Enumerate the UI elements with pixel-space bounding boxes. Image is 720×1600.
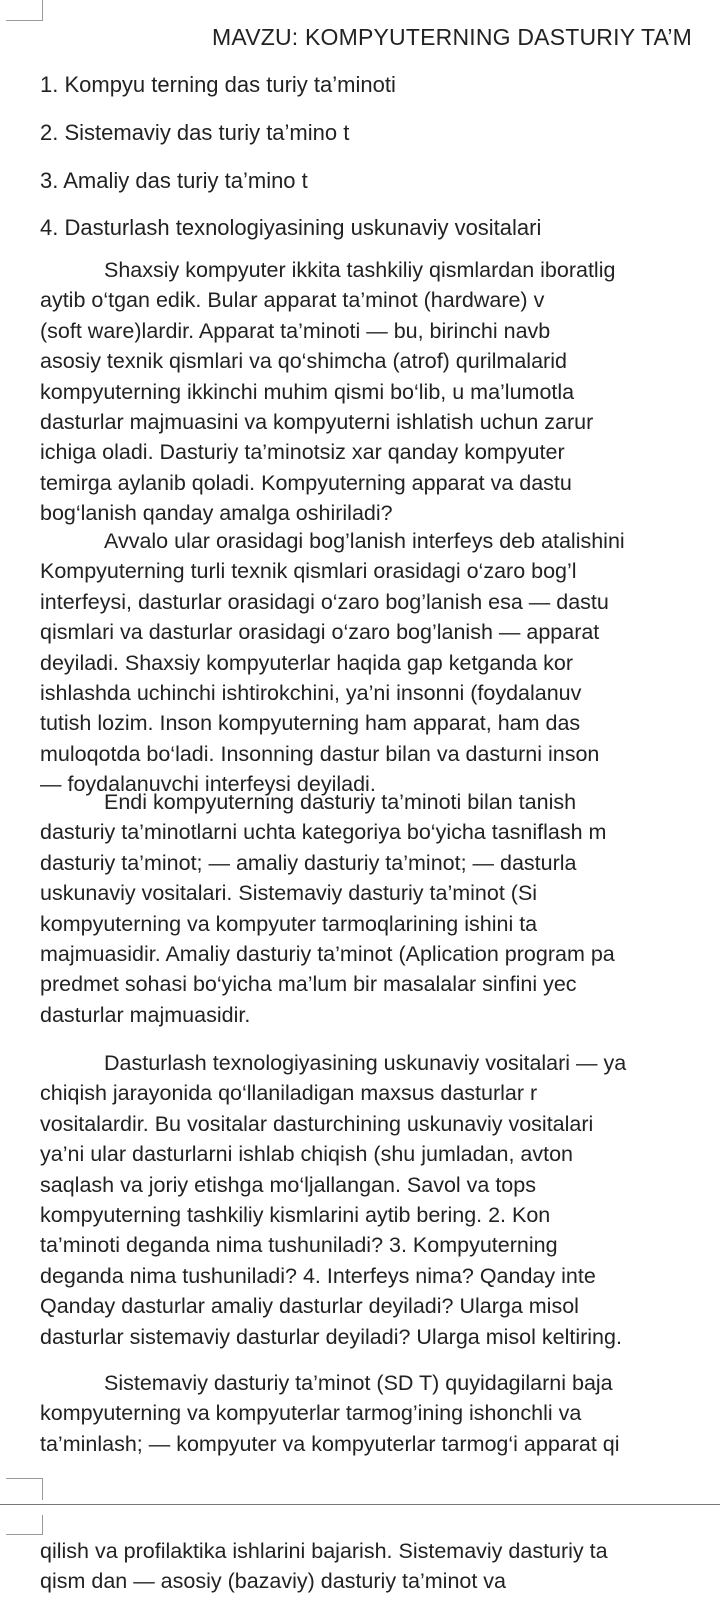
paragraph-line: aytib o‘tgan edik. Bular apparat ta’minot (hardware) v	[40, 288, 545, 313]
document-title: MAVZU: KOMPYUTERNING DASTURIY TA’M	[212, 24, 693, 50]
paragraph-line: dasturlar sistemaviy dasturlar deyiladi? Ularga misol keltiring.	[40, 1324, 622, 1349]
paragraph-line: ya’ni ular dasturlarni ishlab chiqish (shu jumladan, avton	[40, 1142, 574, 1167]
paragraph-line: muloqotda bo‘ladi. Insonning dastur bilan va dasturni inson	[40, 741, 600, 766]
paragraph-line: ta’minlash; — kompyuter va kompyuterlar tarmog‘i apparat qi	[40, 1431, 620, 1456]
toc-item-4: 4. Dasturlash texnologiyasining uskunaviy vositalari	[40, 215, 542, 240]
paragraph-line: — foydalanuvchi interfeysi deyiladi.	[40, 772, 376, 797]
paragraph-line: deyiladi. Shaxsiy kompyuterlar haqida gap ketganda kor	[40, 650, 574, 675]
toc-item-1: 1. Kompyu terning das turiy ta’minoti	[40, 72, 396, 97]
paragraph-1	[40, 255, 720, 529]
paragraph-line: kompyuterning tashkiliy kismlarini aytib bering. 2. Kon	[40, 1202, 551, 1227]
paragraph-line: kompyuterning va kompyuter tarmoqlarining ishini ta	[40, 911, 538, 936]
paragraph-line: bog‘lanish qanday amalga oshiriladi?	[40, 501, 393, 526]
paragraph-line: uskunaviy vositalari. Sistemaviy dasturiy ta’minot (Si	[40, 881, 538, 906]
paragraph-line: predmet sohasi bo‘yicha ma’lum bir masalalar sinfini yec	[40, 972, 577, 997]
paragraph-line: chiqish jarayonida qo‘llaniladigan maxsus dasturlar r	[40, 1081, 538, 1106]
paragraph-6	[40, 1536, 720, 1597]
paragraph-line: tutish lozim. Inson kompyuterning ham apparat, ham das	[40, 711, 581, 736]
paragraph-line: ichiga oladi. Dasturiy ta’minotsiz xar qanday kompyuter	[40, 440, 565, 465]
paragraph-line: Endi kompyuterning dasturiy ta’minoti bilan tanish	[104, 790, 577, 814]
paragraph-line: Avvalo ular orasidagi bog’lanish interfeys deb atalishini	[104, 529, 625, 553]
paragraph-5	[40, 1368, 720, 1459]
paragraph-line: Sistemaviy dasturiy ta’minot (SD T) quyidagilarni baja	[104, 1371, 613, 1395]
page-corner-mark	[6, 0, 43, 21]
paragraph-line: qismlari va dasturlar orasidagi o‘zaro bog’lanish — apparat	[40, 620, 600, 645]
toc-item-2: 2. Sistemaviy das turiy ta’mino t	[40, 120, 350, 145]
paragraph-line: Dasturlash texnologiyasining uskunaviy vositalari — ya	[104, 1051, 627, 1075]
paragraph-2	[40, 526, 720, 800]
paragraph-line: dasturiy ta’minot; — amaliy dasturiy ta’minot; — dasturla	[40, 850, 577, 875]
paragraph-line: dasturlar majmuasidir.	[40, 1002, 251, 1027]
paragraph-line: temirga aylanib qoladi. Kompyuterning apparat va dastu	[40, 470, 572, 495]
paragraph-line: qilish va profilaktika ishlarini bajarish. Sistemaviy dasturiy ta	[40, 1539, 608, 1563]
paragraph-line: ta’minoti deganda nima tushuniladi? 3. Kompyuterning	[40, 1233, 558, 1258]
paragraph-line: ishlashda uchinchi ishtirokchini, ya’ni insonni (foydalanuv	[40, 680, 582, 705]
paragraph-line: qism dan — asosiy (bazaviy) dasturiy ta’minot va	[40, 1569, 507, 1594]
paragraph-line: Qanday dasturlar amaliy dasturlar deyiladi? Ularga misol	[40, 1294, 579, 1319]
page-break-line	[0, 1504, 720, 1505]
paragraph-line: deganda nima tushuniladi? 4. Interfeys nima? Qanday inte	[40, 1263, 596, 1288]
document-page-2	[0, 1515, 720, 1600]
paragraph-line: dasturlar majmuasini va kompyuterni ishlatish uchun zarur	[40, 409, 594, 434]
paragraph-line: kompyuterning ikkinchi muhim qismi bo‘lib, u ma’lumotla	[40, 379, 575, 404]
paragraph-line: vositalardir. Bu vositalar dasturchining uskunaviy vositalari	[40, 1111, 594, 1136]
page-corner-mark	[6, 1478, 43, 1500]
paragraph-line: saqlash va joriy etishga mo‘ljallangan. Savol va tops	[40, 1172, 536, 1197]
paragraph-line: Shaxsiy kompyuter ikkita tashkiliy qismlardan iboratlig	[104, 258, 616, 282]
paragraph-line: asosiy texnik qismlari va qo‘shimcha (atrof) qurilmalarid	[40, 349, 567, 374]
paragraph-line: Kompyuterning turli texnik qismlari orasidagi o‘zaro bog’l	[40, 559, 577, 584]
paragraph-line: interfeysi, dasturlar orasidagi o‘zaro bog’lanish esa — dastu	[40, 589, 609, 614]
paragraph-line: dasturiy ta’minotlarni uchta kategoriya bo‘yicha tasniflash m	[40, 820, 607, 845]
page-corner-mark	[6, 1515, 43, 1535]
paragraph-3	[40, 787, 720, 1030]
paragraph-line: majmuasidir. Amaliy dasturiy ta’minot (Aplication program pa	[40, 941, 615, 966]
paragraph-line: (soft ware)lardir. Apparat ta’minoti — bu, birinchi navb	[40, 318, 551, 343]
paragraph-4	[40, 1048, 720, 1352]
paragraph-line: kompyuterning va kompyuterlar tarmog’ining ishonchli va	[40, 1401, 582, 1426]
toc-item-3: 3. Amaliy das turiy ta’mino t	[40, 168, 308, 193]
